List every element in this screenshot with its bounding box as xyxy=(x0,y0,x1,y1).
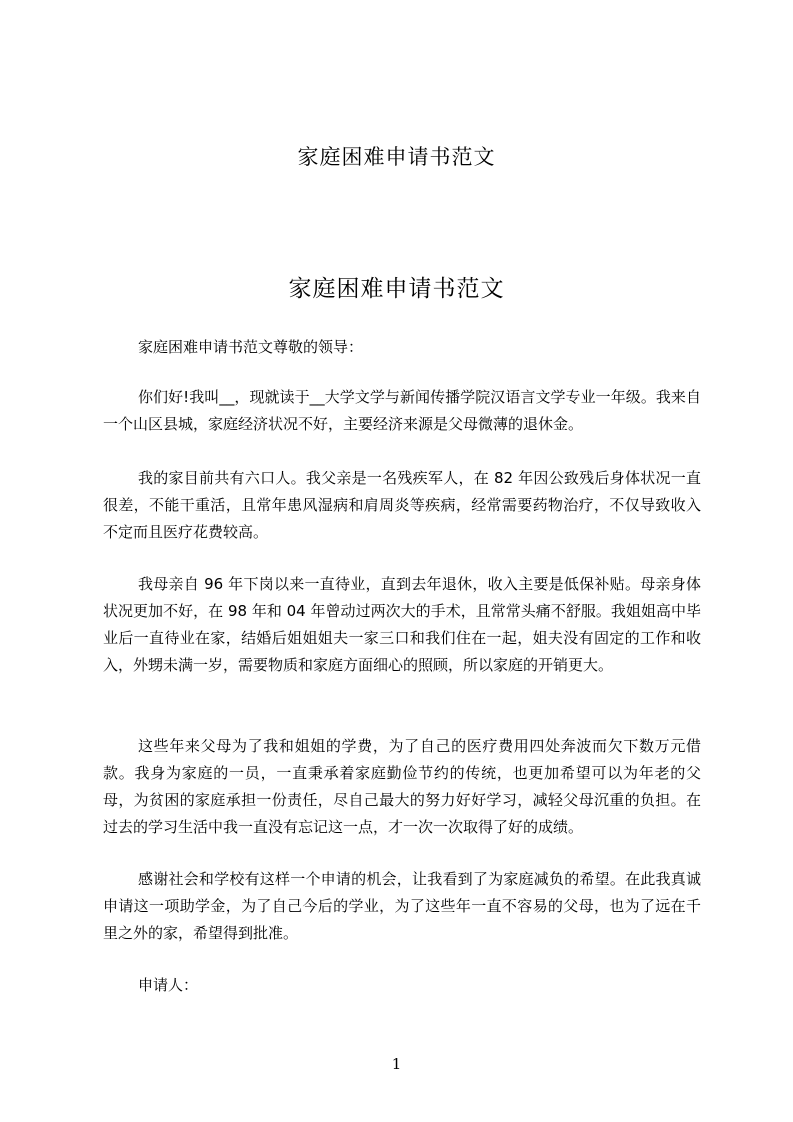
paragraph-greeting: 你们好!我叫__，现就读于__大学文学与新闻传播学院汉语言文学专业一年级。我来自一个山区县城，家庭经济状况不好，主要经济来源是父母微薄的退休金。 xyxy=(103,388,701,433)
paragraph-father: 我的家目前共有六口人。我父亲是一名残疾军人，在 82 年因公致残后身体状况一直很差，不能干重活，且常年患风湿病和肩周炎等疾病，经常需要药物治疗，不仅导致收入不定而且医疗花费较高。 xyxy=(103,469,701,541)
paragraph-thanks: 感谢社会和学校有这样一个申请的机会，让我看到了为家庭减负的希望。在此我真诚申请这一项助学金，为了自己今后的学业，为了这些年一直不容易的父母，也为了远在千里之外的家，希望得到批准。 xyxy=(103,870,701,942)
header-title: 家庭困难申请书范文 xyxy=(297,145,496,169)
paragraph-debts: 这些年来父母为了我和姐姐的学费，为了自己的医疗费用四处奔波而欠下数万元借款。我身为家庭的一员，一直秉承着家庭勤俭节约的传统，也更加希望可以为年老的父母，为贫困的家庭承担一份责任，尽自己最大的努力好好学习，减轻父母沉重的负担。在过去的学习生活中我一直没有忘记这一点，才一次一次取得了好的成绩。 xyxy=(103,737,701,836)
main-title: 家庭困难申请书范文 xyxy=(288,276,505,302)
paragraph-mother-sister: 我母亲自 96 年下岗以来一直待业，直到去年退休，收入主要是低保补贴。母亲身体状况更加不好，在 98 年和 04 年曾动过两次大的手术，且常常头痛不舒服。我姐姐高中毕业后一直待业在家，结婚后姐姐姐夫一家三口和我们住在一起，姐夫没有固定的工作和收入，外甥未满一岁，需要物质和家庭方面细心的照顾，所以家庭的开销更大。 xyxy=(103,575,701,674)
page-number: 1 xyxy=(391,1055,402,1073)
salutation: 家庭困难申请书范文尊敬的领导： xyxy=(138,338,364,356)
signature-line: 申请人： xyxy=(138,976,199,994)
